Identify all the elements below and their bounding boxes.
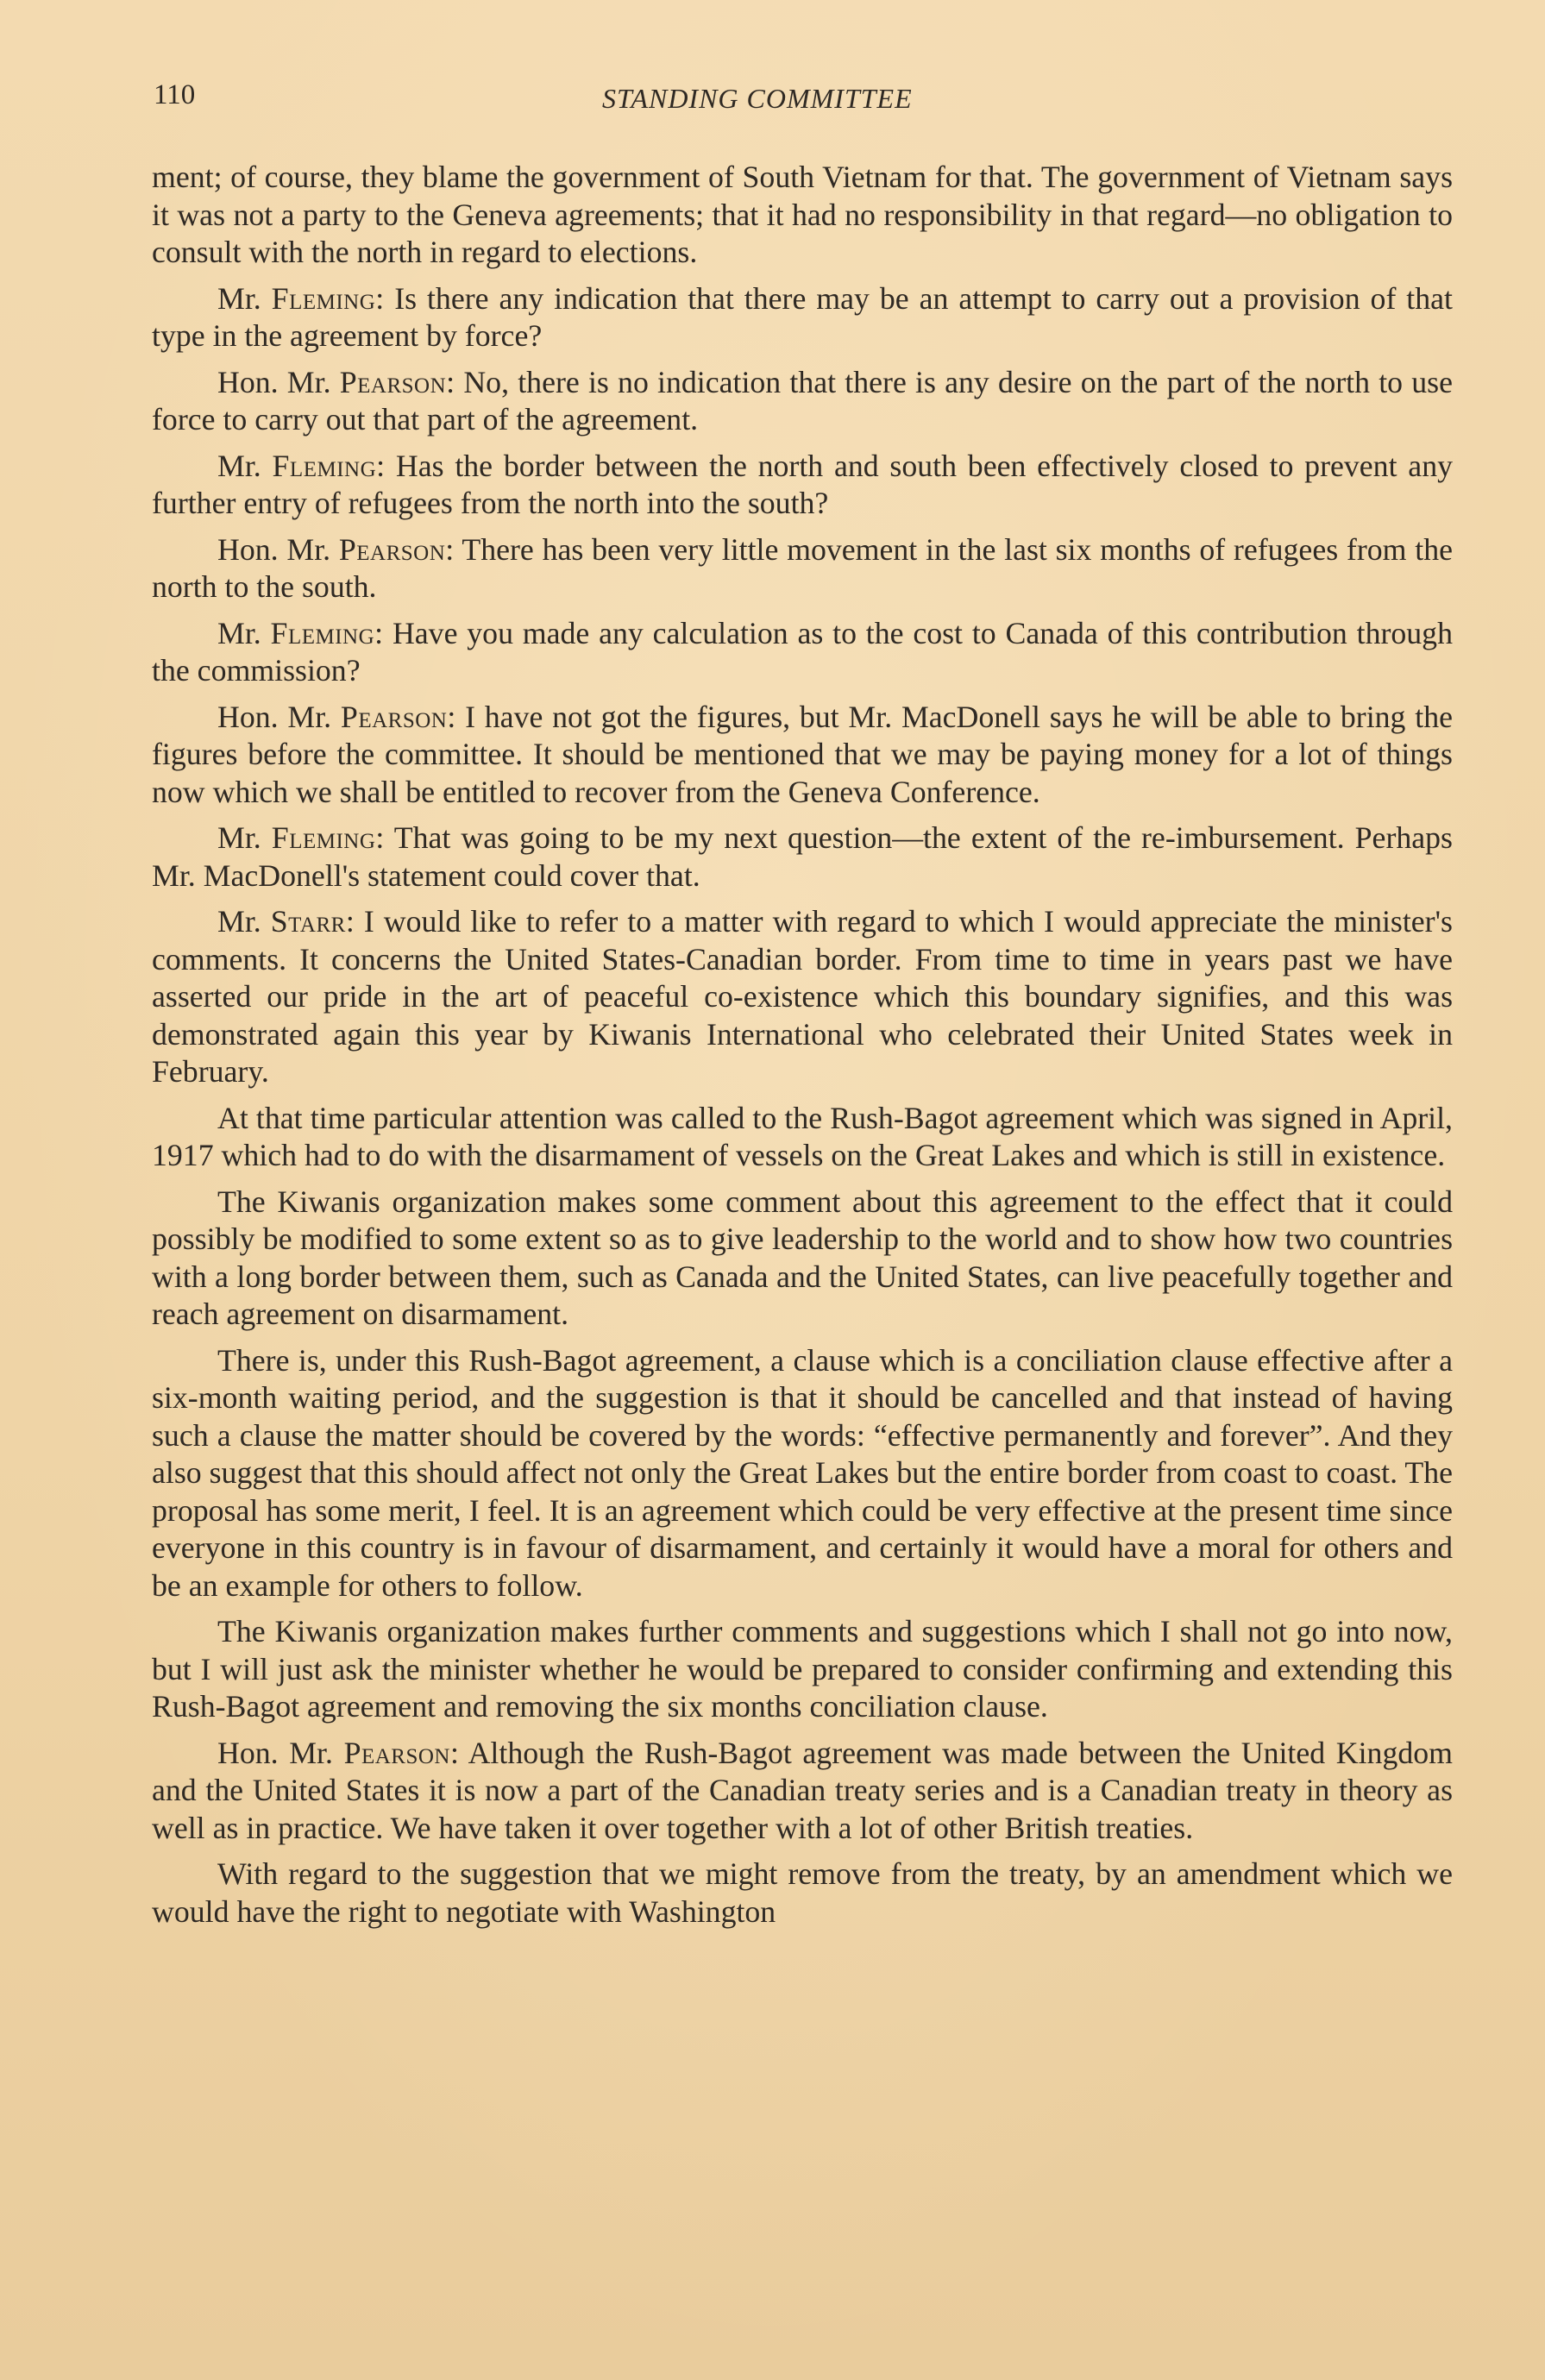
speaker-honorific: Mr.	[217, 820, 272, 855]
body-text	[152, 159, 1453, 1939]
paragraph-text: The Kiwanis organization makes some comment about this agreement to the effect that it could possibly be modified to some extent so as to give leadership to the world and to show how two countries with a long border between them, such as Canada and the United States, can live peacefully together and reach agreement on disarmament.	[152, 1184, 1453, 1331]
speaker-colon: :	[445, 531, 455, 567]
speaker-colon: :	[345, 904, 355, 939]
speaker-colon: :	[446, 364, 455, 399]
paragraph	[152, 159, 1453, 272]
paragraph	[152, 1100, 1453, 1175]
speaker-honorific: Hon. Mr.	[217, 531, 339, 567]
paragraph-text: No, there is no indication that there is any desire on the part of the north to use force to carry out that part of the agreement.	[152, 364, 1453, 436]
speaker-honorific: Hon. Mr.	[217, 364, 340, 399]
paragraph	[152, 280, 1453, 355]
paragraph	[152, 819, 1453, 895]
paragraph-text: At that time particular attention was called to the Rush-Bagot agreement which was signed in April, 1917 which had to do with the disarmament of vessels on the Great Lakes and which is still in existence.	[152, 1100, 1453, 1172]
paragraph-text: I have not got the figures, but Mr. MacDonell says he will be able to bring the figures before the committee. It should be mentioned that we may be paying money for a lot of things now which we shall be entitled to recover from the Geneva Conference.	[152, 699, 1453, 809]
speaker-honorific: Mr.	[217, 280, 272, 316]
speaker-colon: :	[375, 280, 385, 316]
speaker-honorific: Hon. Mr.	[217, 699, 341, 734]
speaker-name: Pearson	[343, 1735, 450, 1770]
paragraph	[152, 1613, 1453, 1726]
paragraph	[152, 1735, 1453, 1848]
paragraph-text: Has the border between the north and south been effectively closed to prevent any further entry of refugees from the north into the south?	[152, 448, 1453, 520]
paragraph-text: The Kiwanis organization makes further comments and suggestions which I shall not go into now, but I will just ask the minister whether he would be prepared to consider confirming and extending this Rush-Bagot agreement and removing the six months conciliation clause.	[152, 1614, 1453, 1724]
paragraph-text: ment; of course, they blame the government of South Vietnam for that. The government of Vietnam says it was not a party to the Geneva agreements; that it had no responsibility in that regard—no obligation to consult with the north in regard to elections.	[152, 160, 1453, 269]
running-head: STANDING COMMITTEE	[602, 83, 913, 114]
speaker-name: Fleming	[270, 615, 375, 650]
paragraph-text: With regard to the suggestion that we might remove from the treaty, by an amendment which we would have the right to negotiate with Washington	[152, 1856, 1453, 1929]
paragraph-text: Is there any indication that there may be an attempt to carry out a provision of that type in the agreement by force?	[152, 280, 1453, 353]
paragraph	[152, 1856, 1453, 1931]
paragraph-text: Although the Rush-Bagot agreement was made between the United Kingdom and the United States it is now a part of the Canadian treaty series and is a Canadian treaty in theory as well as in practice. We have taken it over together with a lot of other British treaties.	[152, 1735, 1453, 1845]
speaker-colon: :	[375, 820, 385, 855]
speaker-honorific: Mr.	[217, 904, 271, 939]
speaker-colon: :	[449, 1735, 459, 1770]
speaker-name: Pearson	[339, 364, 447, 399]
speaker-name: Fleming	[271, 820, 376, 855]
speaker-honorific: Mr.	[217, 615, 271, 650]
paragraph	[152, 1342, 1453, 1605]
speaker-honorific: Hon. Mr.	[217, 1735, 344, 1770]
paragraph	[152, 1184, 1453, 1334]
paragraph	[152, 364, 1453, 439]
paragraph-text: Have you made any calculation as to the cost to Canada of this contribution through the commission?	[152, 615, 1453, 688]
paragraph	[152, 903, 1453, 1091]
paragraph-text: There is, under this Rush-Bagot agreement, a clause which is a conciliation clause effective after a six-month waiting period, and the suggestion is that it should be cancelled and that instead of having such a clause the matter should be covered by the words: “effective permanently and forever”. And they also suggest that this should affect not only the Great Lakes but the entire border from coast to coast. The proposal has some merit, I feel. It is an agreement which could be very effective at the present time since everyone in this country is in favour of disarmament, and certainly it would have a moral for others and be an example for others to follow.	[152, 1342, 1453, 1603]
paragraph	[152, 699, 1453, 812]
speaker-colon: :	[447, 699, 456, 734]
page-number: 110	[154, 79, 196, 110]
paragraph	[152, 448, 1453, 523]
speaker-honorific: Mr.	[217, 448, 273, 483]
speaker-name: Fleming	[271, 280, 376, 316]
paragraph-text: That was going to be my next question—the extent of the re-imbursement. Perhaps Mr. MacDonell's statement could cover that.	[152, 820, 1453, 893]
speaker-name: Pearson	[340, 699, 448, 734]
paragraph-text: I would like to refer to a matter with regard to which I would appreciate the minister's comments. It concerns the United States-Canadian border. From time to time in years past we have asserted our pride in the art of peaceful co-existence which this boundary signifies, and this was demonstrated again this year by Kiwanis International who celebrated their United States week in February.	[152, 904, 1453, 1089]
speaker-name: Pearson	[338, 531, 446, 567]
page-header	[154, 79, 1448, 131]
speaker-colon: :	[374, 615, 384, 650]
speaker-name: Starr	[270, 904, 346, 939]
paragraph	[152, 531, 1453, 606]
speaker-colon: :	[376, 448, 386, 483]
paragraph	[152, 615, 1453, 690]
speaker-name: Fleming	[272, 448, 377, 483]
paragraph-text: There has been very little movement in the last six months of refugees from the north to the south.	[152, 531, 1453, 604]
